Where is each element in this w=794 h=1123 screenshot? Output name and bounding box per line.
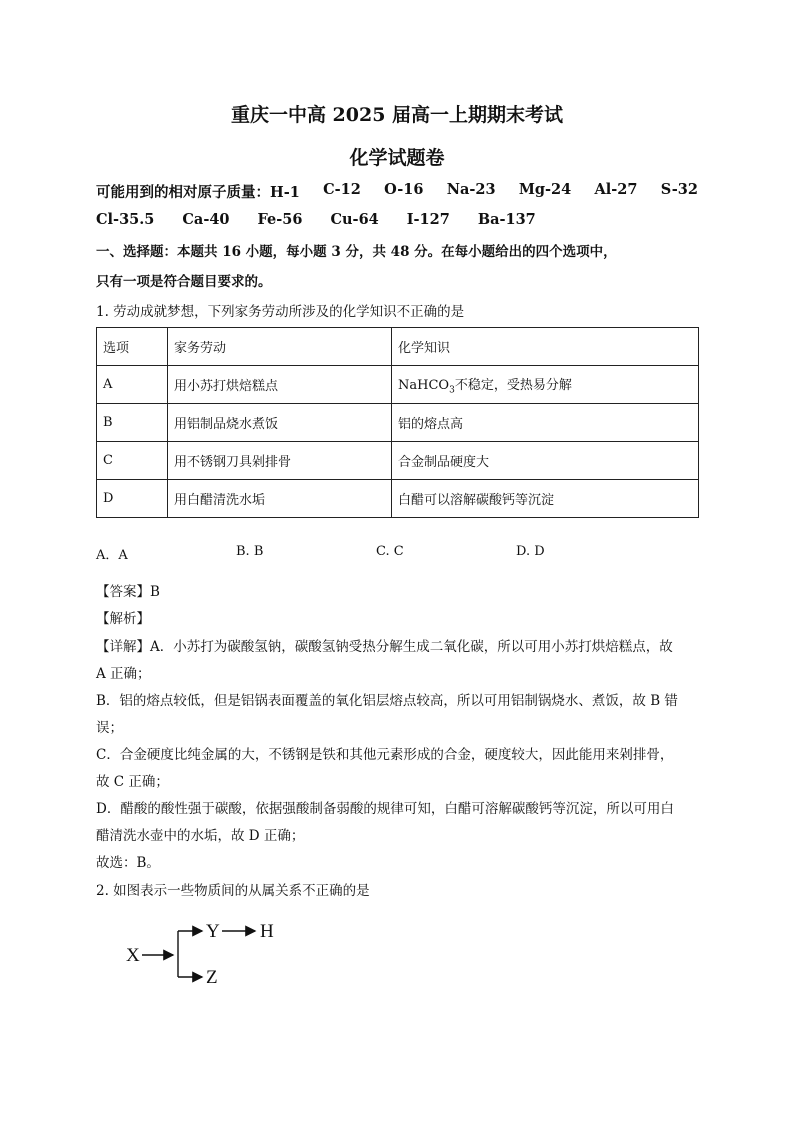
table-header-labor: 家务劳动 [168, 328, 392, 366]
question-1-table [96, 327, 699, 518]
table-cell-labor: 用白醋清洗水垢 [168, 480, 392, 518]
detail-line: 【详解】A．小苏打为碳酸氢钠，碳酸氢钠受热分解生成二氧化碳，所以可用小苏打烘焙糕点，故 [96, 639, 673, 655]
table-cell-option: C [97, 442, 168, 480]
table-cell-labor: 用不锈钢刀具剁排骨 [168, 442, 392, 480]
node-y: Y [206, 921, 220, 942]
question-1-stem: 1. 劳动成就梦想，下列家务劳动所涉及的化学知识不正确的是 [96, 304, 465, 320]
atomic-mass-o: O-16 [384, 181, 424, 198]
analysis-label: 【解析】 [96, 611, 150, 627]
relation-diagram [120, 915, 290, 995]
section-heading-line-2: 只有一项是符合题目要求的。 [96, 274, 272, 290]
atomic-mass-na: Na-23 [446, 181, 496, 198]
table-row [97, 442, 699, 480]
question-1-options [96, 544, 656, 563]
table-cell-knowledge: 铝的熔点高 [392, 404, 699, 442]
table-cell-option: A [97, 366, 168, 404]
table-cell-knowledge: NaHCO$_3$不稳定，受热易分解 [392, 366, 699, 404]
atomic-mass-ba: Ba-137 [477, 211, 536, 228]
atomic-mass-ca: Ca-40 [182, 211, 230, 228]
atomic-mass-s: S-32 [660, 181, 698, 198]
detail-line: 醋清洗水壶中的水垢，故 D 正确； [96, 828, 305, 844]
table-cell-labor: 用铝制品烧水煮饭 [168, 404, 392, 442]
option-d: D. D [516, 544, 545, 559]
option-a: A．A [96, 548, 128, 563]
node-z: Z [206, 967, 218, 988]
detail-line: A 正确； [96, 666, 151, 682]
atomic-mass-c: C-12 [323, 181, 361, 198]
atomic-mass-cu: Cu-64 [330, 211, 379, 228]
node-x: X [126, 945, 140, 966]
table-cell-knowledge: 白醋可以溶解碳酸钙等沉淀 [392, 480, 699, 518]
table-header-knowledge: 化学知识 [392, 328, 699, 366]
answer-line: 【答案】B [96, 584, 160, 600]
page-subtitle: 化学试题卷 [349, 147, 445, 169]
question-2-stem: 2. 如图表示一些物质间的从属关系不正确的是 [96, 883, 370, 899]
atomic-mass-cl: Cl-35.5 [96, 211, 155, 228]
table-cell-labor: 用小苏打烘焙糕点 [168, 366, 392, 404]
option-b: B. B [236, 544, 264, 559]
option-c: C. C [376, 544, 404, 559]
table-cell-option: D [97, 480, 168, 518]
atomic-mass-mg: Mg-24 [518, 181, 572, 198]
table-row [97, 404, 699, 442]
atomic-mass-i: I-127 [406, 211, 450, 228]
node-h: H [260, 921, 274, 942]
table-row [97, 480, 699, 518]
detail-line: 故 C 正确； [96, 774, 169, 790]
table-header-row [97, 328, 699, 366]
detail-line: 误； [96, 720, 123, 736]
page-title: 重庆一中高 2025 届高一上期期末考试 [230, 104, 564, 126]
atomic-mass-al: Al-27 [594, 181, 638, 198]
atomic-mass-row-2 [96, 211, 536, 228]
table-row [97, 366, 699, 404]
detail-line: B．铝的熔点较低，但是铝锅表面覆盖的氧化铝层熔点较高，所以可用铝制锅烧水、煮饭，故 B 错 [96, 693, 678, 709]
table-cell-option: B [97, 404, 168, 442]
detail-line: D．醋酸的酸性强于碳酸，依据强酸制备弱酸的规律可知，白醋可溶解碳酸钙等沉淀，所以可用白 [96, 801, 674, 817]
table-header-option: 选项 [97, 328, 168, 366]
detail-line: C．合金硬度比纯金属的大，不锈钢是铁和其他元素形成的合金，硬度较大，因此能用来剁排骨， [96, 747, 674, 763]
detail-line: 故选：B。 [96, 855, 160, 871]
atomic-mass-label-h: 可能用到的相对原子质量：H-1 [96, 184, 300, 201]
section-heading-line-1: 一、选择题：本题共 16 小题，每小题 3 分，共 48 分。在每小题给出的四个选项中， [96, 244, 617, 260]
atomic-mass-fe: Fe-56 [257, 211, 303, 228]
table-cell-knowledge: 合金制品硬度大 [392, 442, 699, 480]
atomic-mass-row-1 [96, 181, 698, 202]
